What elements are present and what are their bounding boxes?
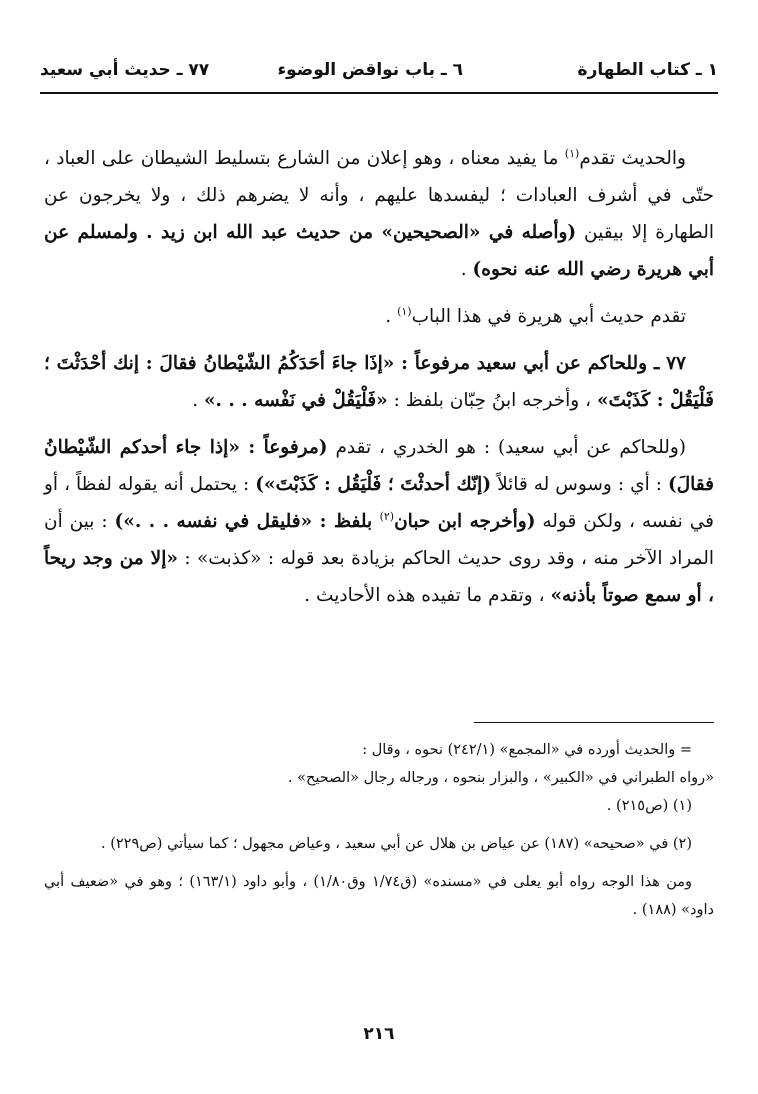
- footnote-ref-1: (١): [564, 146, 580, 160]
- header-hadith-title: ٧٧ ـ حديث أبي سعيد: [40, 60, 210, 80]
- footnote-2: (٢) في «صحيحه» (١٨٧) عن عياض بن هلال عن أبي سعيد ، وعياض مجهول ؛ كما سيأتي (ص٢٢٩) .: [101, 836, 692, 852]
- footnote-1: (١) (ص٢١٥) .: [606, 798, 692, 814]
- footnote-ref-1b: (١): [397, 304, 412, 318]
- header-chapter-title: ٦ ـ باب نواقض الوضوء: [277, 60, 463, 80]
- header-divider: [40, 92, 718, 94]
- footnote-divider: [474, 722, 714, 723]
- page-number: ٢١٦: [363, 1024, 395, 1044]
- paragraph-1: والحديث تقدم$^{(١)}$ ما يفيد معناه ، وهو إعلان من الشارع بتسليط الشيطان على العباد ، حتّى في أشرف العبادات ؛ ليفسدها عليهم ، وأنه لا يضرهم ذلك ، ولا يخرجون عن الطهارة إلا بيقين (وأصله في «الصحيحين» من حديث عبد الله ابن زيد . ولمسلم عن أبي هريرة رضي الله عنه نحوه) .: [44, 146, 714, 280]
- paragraph-2: تقدم حديث أبي هريرة في هذا الباب$^{(١)}$ .: [385, 304, 686, 327]
- footnote-continuation: = والحديث أورده في «المجمع» (٢٤٢/١) نحوه ، وقال :: [362, 742, 692, 758]
- main-text: [44, 140, 714, 614]
- footnote-2-continued: ومن هذا الوجه رواه أبو يعلى في «مسنده» (ق١/٧٤ وق١/٨٠) ، وأبو داود (١٦٣/١) ؛ وهو في «ضعيف أبي داود» (١٨٨) .: [44, 874, 714, 918]
- footnote-ref-2: (٢): [379, 509, 395, 523]
- hadith-77-text: ٧٧ ـ وللحاكم عن أبي سعيد مرفوعاً : «إذَا جاءَ أحَدَكُمُ الشّيْطانُ فقالَ : إنك أحْدَثْتَ ؛ فَلْيَقُلْ : كَذَبْتَ» ، وأخرجه ابنُ حِبّان بلفظ : «فَلْيَقُلْ في نَفْسه . . .» .: [44, 353, 714, 411]
- footnotes: [44, 736, 714, 924]
- header-book-title: ١ ـ كتاب الطهارة: [577, 60, 718, 80]
- commentary-paragraph: (وللحاكم عن أبي سعيد) : هو الخدري ، تقدم (مرفوعاً : «إذا جاء أحدكم الشّيْطانُ فقالَ) : أي : وسوس له قائلاً (إنّك أحدثْتَ ؛ فَلْيَقُل : كَذَبْتَ») : يحتمل أنه يقوله لفظاً ، أو في نفسه ، ولكن قوله (وأخرجه ابن حبان$^{(٢)}$ بلفظ : «فليقل في نفسه . . .») : بين أن المراد الآخر منه ، وقد روى حديث الحاكم بزيادة بعد قوله : «كذبت» : «إلا من وجد ريحاً ، أو سمع صوتاً بأذنه» ، وتقدم ما تفيده هذه الأحاديث .: [44, 437, 715, 606]
- footnote-continuation-quote: «رواه الطبراني في «الكبير» ، والبزار بنحوه ، ورجاله رجال «الصحيح» .: [287, 770, 714, 786]
- running-header: [40, 56, 718, 90]
